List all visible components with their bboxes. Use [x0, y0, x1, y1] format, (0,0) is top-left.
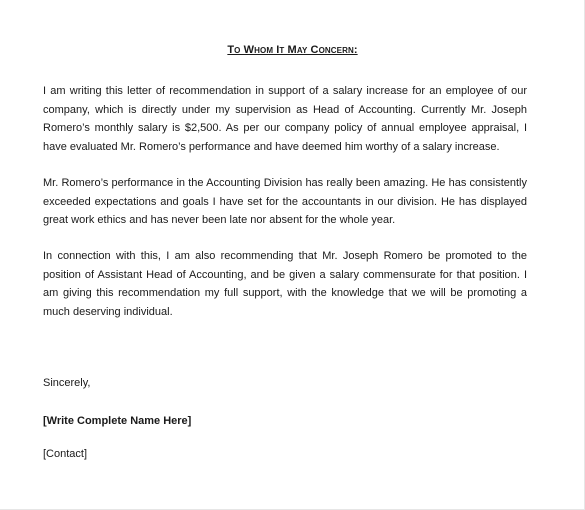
letter-paragraph-1: I am writing this letter of recommendation in support of a salary increase for an employee of our company, which is directly under my supervision as Head of Accounting. Currently Mr. Joseph Romero’s monthly salary is $2,500. As per our company policy of annual employee appraisal, I have evaluated Mr. Romero’s performance and have deemed him worthy of a salary increase. [43, 85, 527, 153]
signature-name-placeholder: [Write Complete Name Here] [43, 415, 192, 427]
letter-closing: Sincerely, [43, 377, 91, 389]
letter-paragraph-2: Mr. Romero’s performance in the Accounting Division has really been amazing. He has consistently exceeded expectations and goals I have set for the accountants in our division. He has displayed great work ethics and has never been late nor absent for the whole year. [43, 177, 527, 226]
letter-salutation: To Whom It May Concern: [227, 44, 358, 56]
contact-placeholder: [Contact] [43, 448, 88, 460]
letter-paragraph-3: In connection with this, I am also recommending that Mr. Joseph Romero be promoted to the position of Assistant Head of Accounting, and be given a salary commensurate for that position. I am giving this recommendation my full support, with the knowledge that we will be promoting a much deserving individual. [43, 250, 527, 318]
